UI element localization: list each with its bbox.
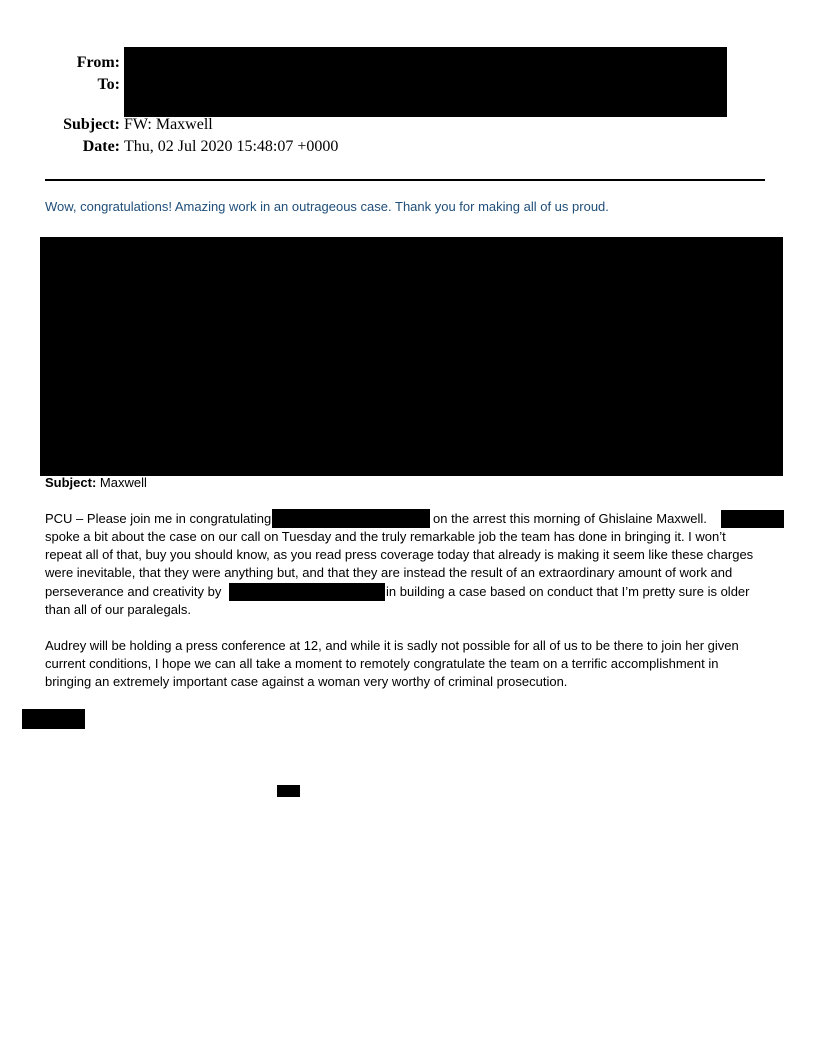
p1-line2: spoke a bit about the case on our call on Tuesday and the truly remarkable job the team has done in bringing it. I won’t — [45, 529, 726, 544]
to-label: To: — [97, 76, 120, 93]
p2-line2: current conditions, I hope we can all take a moment to remotely congratulate the team on a terrific accomplishment in — [45, 656, 719, 671]
redaction-signature — [22, 709, 85, 729]
forwarded-subject-value: Maxwell — [99, 475, 147, 490]
date-value: Thu, 02 Jul 2020 15:48:07 +0000 — [124, 138, 339, 155]
p1-line5a: perseverance and creativity by — [45, 584, 222, 599]
forwarded-subject-label: Subject: — [45, 475, 97, 490]
subject-label: Subject: — [63, 116, 120, 133]
redaction-from-to — [124, 47, 727, 117]
p2-line1: Audrey will be holding a press conference at 12, and while it is sadly not possible for all of us to be there to join her given — [45, 638, 739, 653]
from-label: From: — [76, 54, 120, 71]
redaction-name-1 — [272, 509, 430, 528]
forwarded-subject — [45, 475, 147, 490]
redaction-name-2 — [721, 510, 784, 528]
redaction-name-3 — [229, 583, 385, 601]
p1-line5b: in building a case based on conduct that I’m pretty sure is older — [386, 584, 750, 599]
redaction-small — [277, 785, 300, 797]
redaction-forward-header — [40, 237, 783, 476]
reply-text: Wow, congratulations! Amazing work in an outrageous case. Thank you for making all of us proud. — [45, 199, 609, 214]
date-label: Date: — [82, 138, 120, 155]
p1-line6: than all of our paralegals. — [45, 602, 191, 617]
p1-line1a: PCU – Please join me in congratulating — [45, 511, 272, 526]
p1-line4: were inevitable, that they were anything but, and that they are instead the result of an extraordinary amount of work and — [45, 565, 733, 580]
p1-line1b: on the arrest this morning of Ghislaine Maxwell. — [433, 511, 707, 526]
p2-line3: bringing an extremely important case against a woman very worthy of criminal prosecution. — [45, 674, 568, 689]
header-divider — [45, 179, 765, 181]
p1-line3: repeat all of that, buy you should know, as you read press coverage today that already is making it seem like these charges — [45, 547, 754, 562]
subject-value: FW: Maxwell — [124, 116, 213, 133]
